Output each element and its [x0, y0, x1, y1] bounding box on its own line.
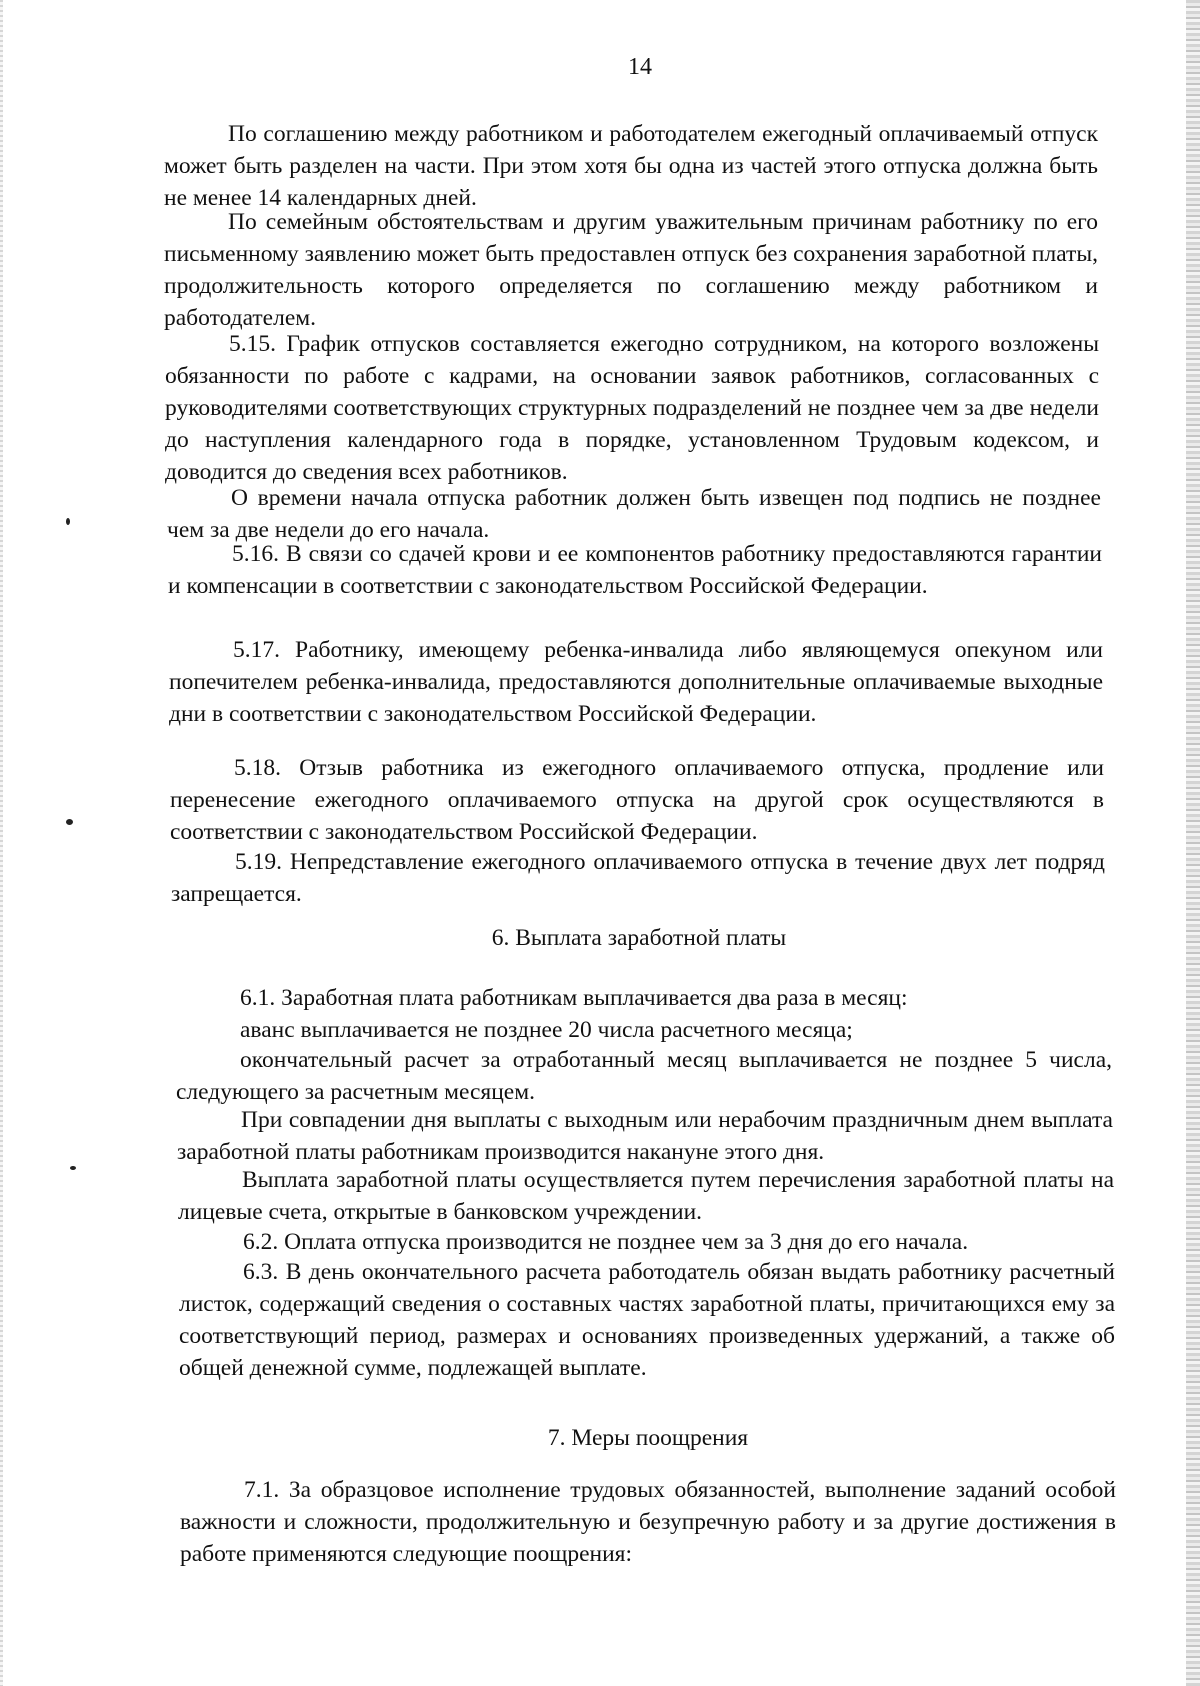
page-number: 14: [628, 54, 652, 80]
paragraph: 5.18. Отзыв работника из ежегодного оплачиваемого отпуска, продление или перенесение ежегодного оплачиваемого отпуска на другой срок осуществляются в соответствии с законодательством Российской Федерации.: [170, 755, 1104, 845]
scan-speck: [66, 518, 70, 525]
paragraph: 5.19. Непредставление ежегодного оплачиваемого отпуска в течение двух лет подряд запрещается.: [171, 849, 1105, 907]
scan-speck: [70, 1166, 76, 1170]
paragraph: О времени начала отпуска работник должен быть извещен под подпись не позднее чем за две недели до его начала.: [167, 485, 1101, 543]
paragraph: Выплата заработной платы осуществляется путем перечисления заработной платы на лицевые счета, открытые в банковском учреждении.: [178, 1167, 1114, 1225]
section-heading: 6. Выплата заработной платы: [491, 925, 787, 951]
paragraph: 7.1. За образцовое исполнение трудовых обязанностей, выполнение заданий особой важности и сложности, продолжительную и безупречную работу и за другие достижения в работе применяются следующие поощрения:: [180, 1477, 1116, 1567]
scan-edge-left: [0, 0, 3, 1686]
paragraph: 6.1. Заработная плата работникам выплачивается два раза в месяц:: [240, 985, 908, 1011]
paragraph: По семейным обстоятельствам и другим уважительным причинам работнику по его письменному заявлению может быть предоставлен отпуск без сохранения заработной платы, продолжительность которого определяется по соглашению между работником и работодателем.: [164, 209, 1098, 331]
paragraph: 6.3. В день окончательного расчета работодатель обязан выдать работнику расчетный листок, содержащий сведения о составных частях заработной платы, причитающихся ему за соответствующий период, размерах и основаниях произведенных удержаний, а также об общей денежной сумме, подлежащей выплате.: [179, 1259, 1115, 1381]
paragraph: 5.17. Работнику, имеющему ребенка-инвалида либо являющемуся опекуном или попечителем ребенка-инвалида, предоставляются дополнительные оплачиваемые выходные дни в соответствии с законодательством Российской Федерации.: [169, 637, 1103, 727]
paragraph: 5.15. График отпусков составляется ежегодно сотрудником, на которого возложены обязанности по работе с кадрами, на основании заявок работников, согласованных с руководителями соответствующих структурных подразделений не позднее чем за две недели до наступления календарного года в порядке, установленном Трудовым кодексом, и доводится до сведения всех работников.: [165, 331, 1099, 485]
paragraph: 6.2. Оплата отпуска производится не позднее чем за 3 дня до его начала.: [243, 1229, 969, 1255]
paragraph: аванс выплачивается не позднее 20 числа расчетного месяца;: [240, 1017, 853, 1043]
scan-edge-right: [1186, 0, 1200, 1686]
section-heading: 7. Меры поощрения: [547, 1425, 749, 1451]
paragraph: По соглашению между работником и работодателем ежегодный оплачиваемый отпуск может быть разделен на части. При этом хотя бы одна из частей этого отпуска должна быть не менее 14 календарных дней.: [164, 121, 1098, 211]
scan-speck: [66, 819, 73, 825]
paragraph: При совпадении дня выплаты с выходным или нерабочим праздничным днем выплата заработной платы работникам производится накануне этого дня.: [177, 1107, 1113, 1165]
paragraph: 5.16. В связи со сдачей крови и ее компонентов работнику предоставляются гарантии и компенсации в соответствии с законодательством Российской Федерации.: [168, 541, 1102, 599]
paragraph: окончательный расчет за отработанный месяц выплачивается не позднее 5 числа, следующего за расчетным месяцем.: [176, 1047, 1112, 1105]
